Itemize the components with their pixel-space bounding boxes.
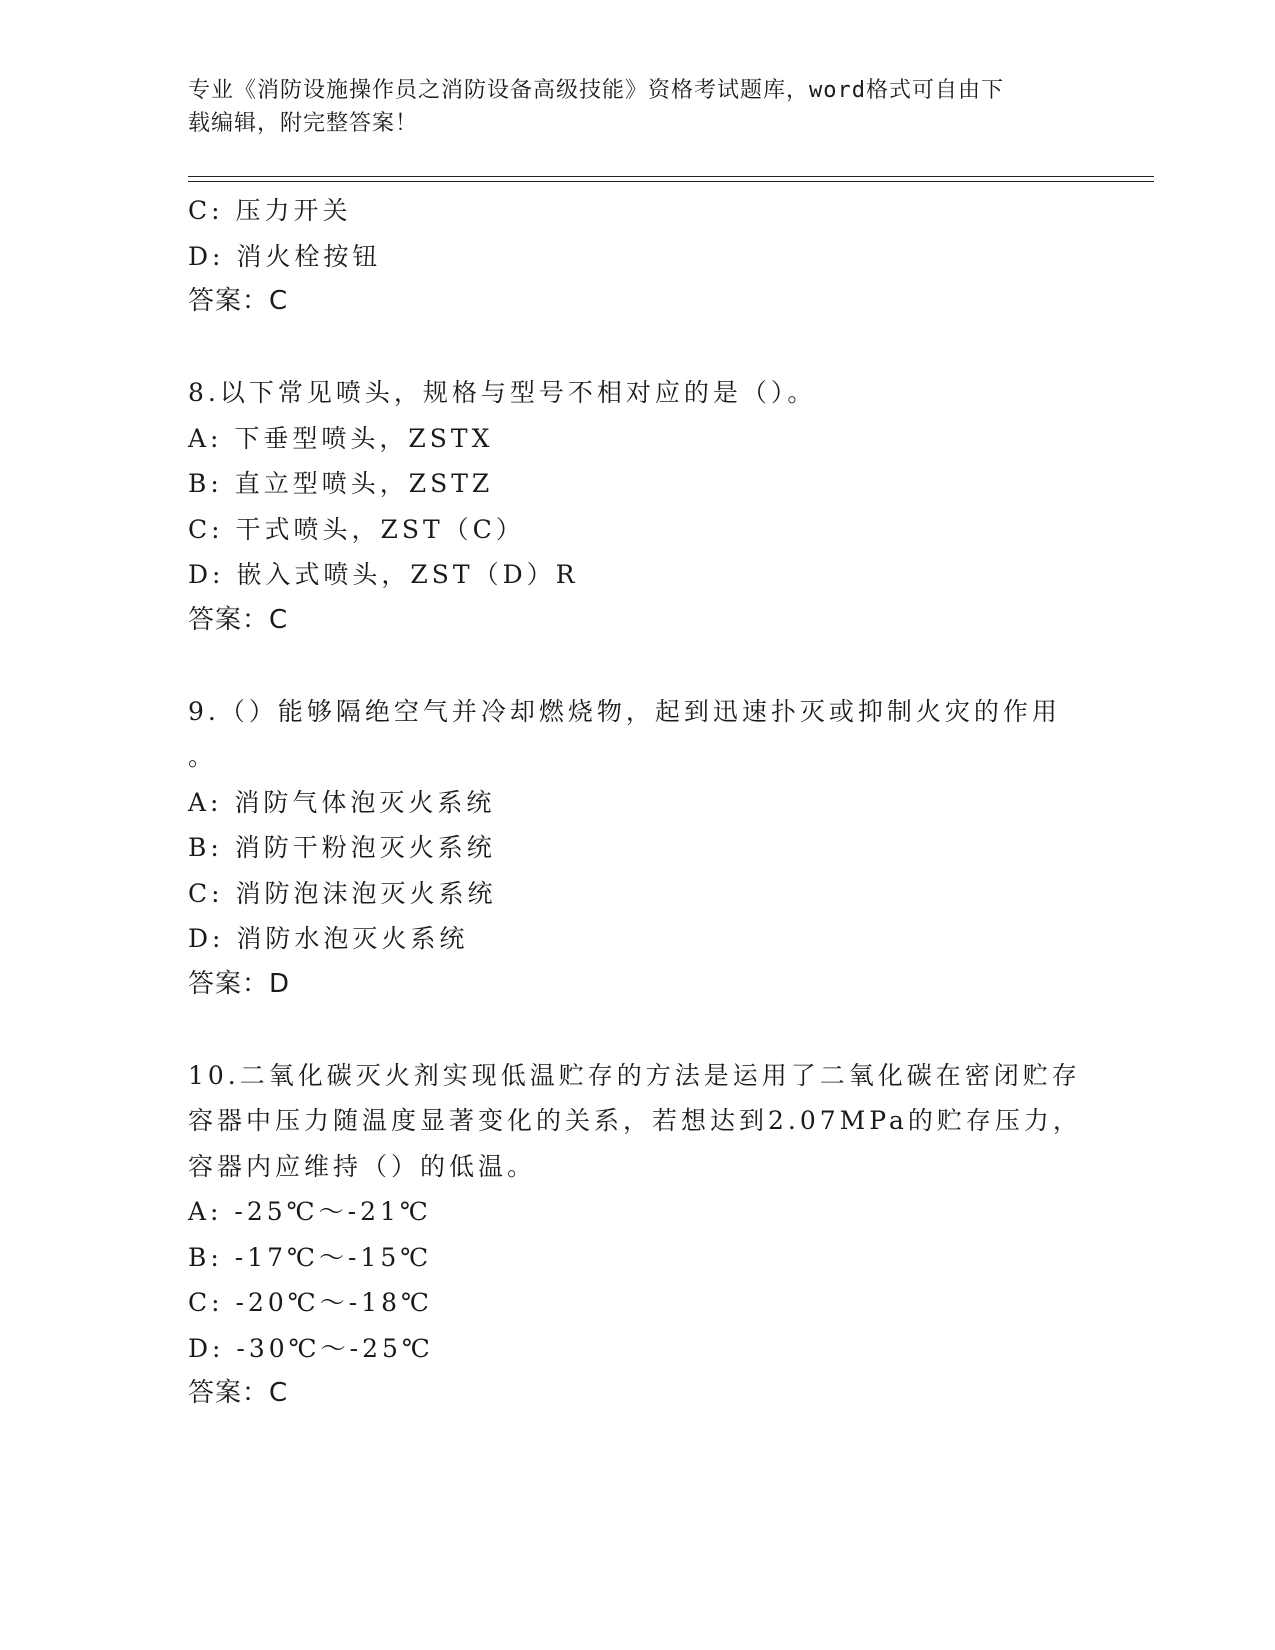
option-a: A: -25℃～-21℃ [188,1197,432,1226]
option-b: B: 消防干粉泡灭火系统 [188,833,496,862]
answer-line: 答案：C [188,604,289,635]
option-c: C: -20℃～-18℃ [188,1288,433,1317]
option-c: C: 消防泡沫泡灭火系统 [188,878,497,908]
option-d: D: 嵌入式喷头，ZST（D）R [188,560,579,589]
option-d: D: -30℃～-25℃ [188,1333,434,1363]
option-a: A: 下垂型喷头，ZSTX [188,423,494,453]
option-c: C: 压力开关 [188,196,352,225]
option-b: B: -17℃～-15℃ [188,1242,433,1272]
header-divider-top [188,176,1154,177]
question-stem: 8.以下常见喷头，规格与型号不相对应的是（）。 [188,378,817,407]
question-10 [188,1053,1088,1417]
question-stem-line-2: 容器中压力随温度显著变化的关系，若想达到2.07MPa的贮存压力， [188,1106,1082,1135]
option-c: C: 干式喷头，ZST（C） [188,514,525,544]
header-line-1: 专业《消防设施操作员之消防设备高级技能》资格考试题库，word格式可自由下 [188,78,1004,103]
header-divider-bottom [188,181,1154,182]
option-d: D: 消火栓按钮 [188,241,382,271]
spacer [188,325,1088,371]
spacer [188,1007,1088,1053]
answer-line: 答案：C [188,1378,289,1408]
question-7-continuation [188,188,1088,325]
answer-line: 答案：D [188,968,291,999]
document-header [188,74,1068,140]
header-line-2: 载编辑，附完整答案！ [188,111,419,136]
option-b: B: 直立型喷头，ZSTZ [188,469,494,498]
option-d: D: 消防水泡灭火系统 [188,924,469,953]
question-8 [188,370,1088,643]
question-stem-line-1: 10.二氧化碳灭火剂实现低温贮存的方法是运用了二氧化碳在密闭贮存 [188,1060,1081,1090]
option-a: A: 消防气体泡灭火系统 [188,787,496,817]
spacer [188,643,1088,689]
question-9 [188,689,1088,1008]
answer-line: 答案：C [188,286,289,316]
question-stem-line-3: 容器内应维持（）的低温。 [188,1151,537,1181]
question-stem-line-1: 9.（）能够隔绝空气并冷却燃烧物，起到迅速扑灭或抑制火灾的作用 [188,696,1061,726]
question-list [188,188,1088,1417]
question-stem-line-2: 。 [188,742,218,771]
